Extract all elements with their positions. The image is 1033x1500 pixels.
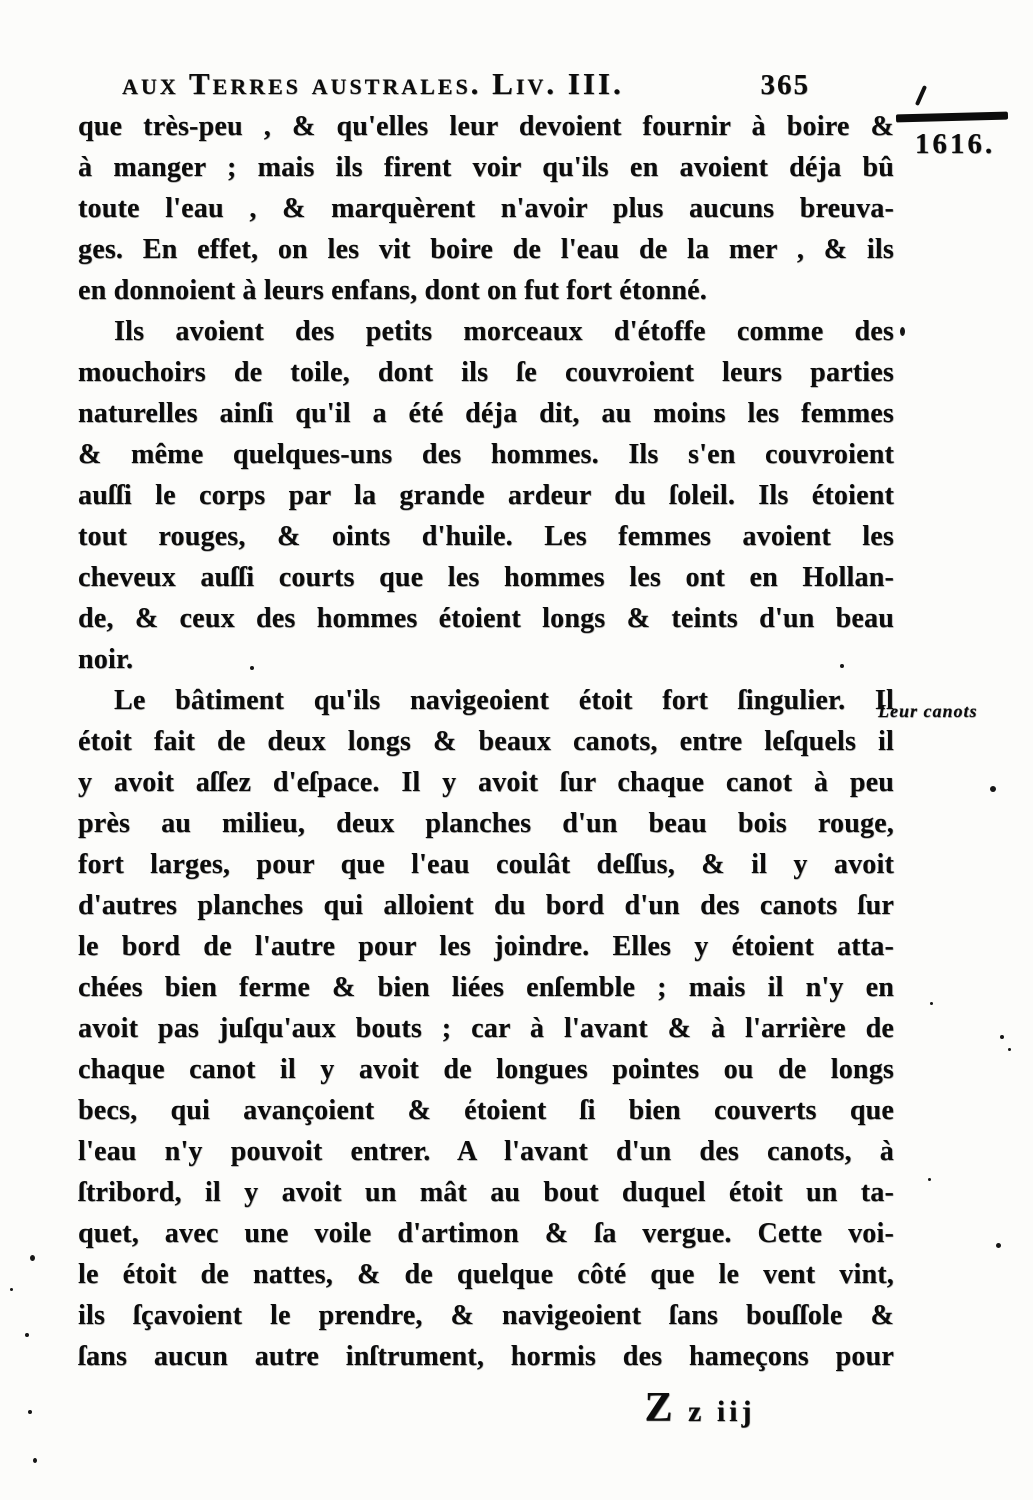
margin-year-note: 1616. [914, 128, 996, 160]
signature-mark: Z z iij [644, 1385, 756, 1431]
ink-speck [10, 1288, 13, 1291]
ink-speck [928, 1178, 931, 1181]
ink-speck [990, 786, 996, 792]
text-line: le étoit de nattes, & de quelque côté que le vent vint, [78, 1259, 894, 1290]
text-line: mouchoirs de toile, dont ils ſe couvroient leurs parties [78, 357, 894, 388]
running-title: aux Terres australes. Liv. III. [122, 66, 624, 101]
page-header [122, 66, 810, 102]
text-line: chaque canot il y avoit de longues pointes ou de longs [78, 1054, 894, 1085]
text-line: ils ſçavoient le prendre, & navigeoient ſans bouſſole & [78, 1300, 894, 1331]
text-line: cheveux auſſi courts que les hommes les ont en Hollan- [78, 562, 894, 593]
text-line: y avoit aſſez d'eſpace. Il y avoit ſur chaque canot à peu [78, 767, 894, 798]
text-line: & même quelques-uns des hommes. Ils s'en couvroient [78, 439, 894, 470]
text-line: que très-peu , & qu'elles leur devoient fournir à boire & [78, 111, 894, 142]
margin-rule [896, 112, 1008, 123]
ink-speck [1000, 1035, 1004, 1039]
text-line: auſſi le corps par la grande ardeur du ſoleil. Ils étoient [78, 480, 894, 511]
ink-speck [30, 1255, 35, 1261]
text-line: noir. [78, 644, 134, 675]
text-line: avoit pas juſqu'aux bouts ; car à l'avant & à l'arrière de [78, 1013, 894, 1044]
ink-speck [840, 664, 844, 668]
ink-speck [33, 1458, 37, 1463]
text-line: becs, qui avançoient & étoient ſi bien couverts que [78, 1095, 894, 1126]
ink-stroke [915, 85, 927, 106]
text-line: près au milieu, deux planches d'un beau bois rouge, [78, 808, 894, 839]
text-line: étoit fait de deux longs & beaux canots, entre leſquels il [78, 726, 894, 757]
text-line: en donnoient à leurs enfans, dont on fut fort étonné. [78, 275, 707, 306]
text-line: tout rouges, & oints d'huile. Les femmes avoient les [78, 521, 894, 552]
body-text [78, 106, 894, 1377]
text-line: quet, avec une voile d'artimon & ſa vergue. Cette voi- [78, 1218, 894, 1249]
ink-speck [28, 1410, 32, 1414]
text-line: le bord de l'autre pour les joindre. Elles y étoient atta- [78, 931, 894, 962]
text-line: d'autres planches qui alloient du bord d'un des canots ſur [78, 890, 894, 921]
text-line: à manger ; mais ils firent voir qu'ils en avoient déja bû [78, 152, 894, 183]
text-line: l'eau n'y pouvoit entrer. A l'avant d'un des canots, à [78, 1136, 894, 1167]
text-line: ges. En effet, on les vit boire de l'eau de la mer , & ils [78, 234, 894, 265]
text-line: de, & ceux des hommes étoient longs & teints d'un beau [78, 603, 894, 634]
margin-side-note: Leur canots [878, 701, 978, 721]
text-line: ſans aucun autre inſtrument, hormis des hameçons pour [78, 1341, 894, 1372]
ink-speck [900, 327, 905, 336]
text-line: fort larges, pour que l'eau coulât deſſus, & il y avoit [78, 849, 894, 880]
text-line: Le bâtiment qu'ils navigeoient étoit fort ſingulier. Il [114, 685, 894, 716]
text-line: toute l'eau , & marquèrent n'avoir plus aucuns breuva- [78, 193, 894, 224]
text-line: Ils avoient des petits morceaux d'étoffe comme des [114, 316, 894, 347]
ink-speck [250, 666, 254, 670]
ink-speck [996, 1243, 1001, 1248]
text-line: chées bien ferme & bien liées enſemble ; mais il n'y en [78, 972, 894, 1003]
ink-speck [25, 1333, 29, 1337]
ink-speck [1008, 1048, 1011, 1051]
text-line: ſtribord, il y avoit un mât au bout duquel étoit un ta- [78, 1177, 894, 1208]
ink-speck [930, 1002, 933, 1005]
page-number: 365 [760, 69, 810, 101]
text-line: naturelles ainſi qu'il a été déja dit, au moins les femmes [78, 398, 894, 429]
